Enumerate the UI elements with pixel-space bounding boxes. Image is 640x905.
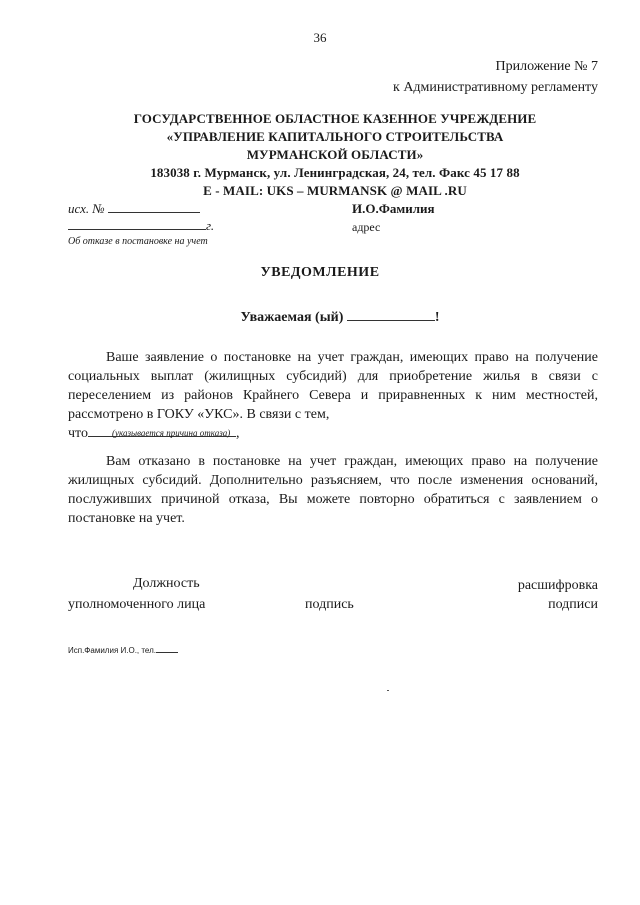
org-email: E - MAIL: UKS – MURMANSK @ MAIL .RU (203, 183, 467, 198)
organization-header (60, 110, 610, 200)
paragraph2-text: Вам отказано в постановке на учет граждан, имеющих право на получение жилищных субсидий. Дополнительно разъясняем, что после изменения оснований, послуживших причиной отказа, Вы можете повторно обратиться с заявлением о постановке на учет. (68, 454, 598, 526)
salutation-name-blank (347, 308, 435, 321)
org-name-line3: МУРМАНСКОЙ ОБЛАСТИ» (246, 147, 424, 162)
outgoing-number-blank (108, 201, 200, 213)
org-name-line2: «УПРАВЛЕНИЕ КАПИТАЛЬНОГО СТРОИТЕЛЬСТВА (166, 129, 504, 144)
outgoing-number-label: исх. № (68, 201, 105, 216)
recipient-address: адрес (352, 220, 381, 234)
signature-decryption-line2: подписи (548, 597, 598, 612)
executor-phone-blank (156, 645, 178, 653)
date-blank (68, 218, 206, 230)
appendix-reference: к Административному регламенту (393, 80, 598, 95)
paragraph1-text: Ваше заявление о постановке на учет граждан, имеющих право на получение социальных выплат (жилищных субсидий) для приобретение жилья в связи с переселением из районов Крайнего Севера и приравненных к ним местностей, рассмотрено в ГОКУ «УКС». В связи с тем, (68, 350, 598, 422)
page-number: 36 (313, 30, 327, 45)
signature-position-line1: Должность (133, 576, 200, 591)
appendix-header (393, 56, 598, 98)
appendix-number: Приложение № 7 (495, 59, 598, 74)
org-name-line1: ГОСУДАРСТВЕННОЕ ОБЛАСТНОЕ КАЗЕННОЕ УЧРЕЖДЕНИЕ (133, 111, 537, 126)
paragraph-refusal (68, 452, 598, 528)
signature-label: подпись (305, 597, 354, 612)
executor-line (68, 645, 178, 655)
notice-title: УВЕДОМЛЕНИЕ (260, 265, 380, 280)
recipient-block (352, 200, 435, 236)
executor-text: Исп.Фамилия И.О., тел. (68, 646, 157, 655)
salutation (0, 308, 640, 326)
date-suffix: г. (206, 218, 215, 233)
refusal-caption: Об отказе в постановке на учет (68, 236, 208, 247)
salutation-end: ! (434, 310, 440, 325)
paragraph1-what: что (68, 426, 88, 441)
signature-decryption-line1: расшифровка (517, 578, 598, 593)
org-address: 183038 г. Мурманск, ул. Ленинградская, 24, тел. Факс 45 17 88 (150, 165, 520, 180)
paragraph1-end: , (235, 426, 240, 441)
signature-position-line2: уполномоченного лица (68, 597, 206, 612)
outgoing-reference (68, 200, 214, 234)
salutation-text: Уважаемая (ый) (240, 310, 344, 325)
recipient-name: И.О.Фамилия (352, 201, 435, 216)
scan-speck (387, 690, 389, 691)
reason-caption: (указывается причина отказа) (112, 428, 231, 438)
